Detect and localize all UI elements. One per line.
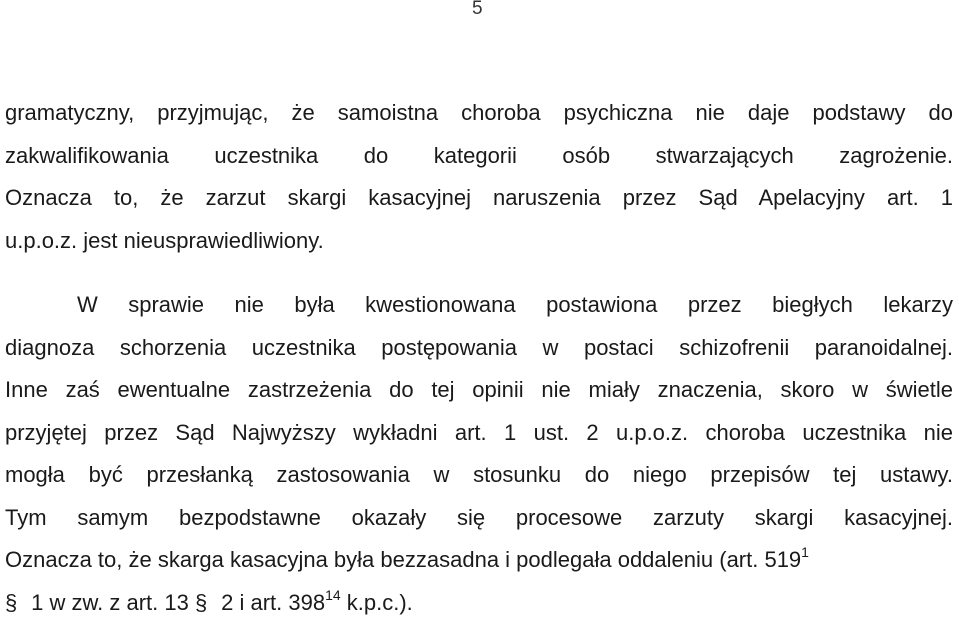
paragraph-2-line-3: Inne zaś ewentualne zastrzeżenia do tej opinii nie miały znaczenia, skoro w świetle — [5, 377, 953, 402]
paragraph-2-line-4: przyjętej przez Sąd Najwyższy wykładni art. 1 ust. 2 u.p.o.z. choroba uczestnika nie — [5, 419, 953, 445]
paragraph-2-line-8-part-1: 1 w zw. z art. 13 — [31, 589, 189, 615]
paragraph-1-line-1: gramatyczny, przyjmując, że samoistna choroba psychiczna nie daje podstawy do — [5, 100, 953, 125]
paragraph-1 — [5, 92, 953, 262]
paragraph-2-line-7-text: Oznacza to, że skarga kasacyjna była bezzasadna i podlegała oddaleniu (art. 519 — [5, 547, 802, 572]
paragraph-2-line-5: mogła być przesłanką zastosowania w stosunku do niego przepisów tej ustawy. — [5, 462, 953, 487]
paragraph-2-line-1: W sprawie nie była kwestionowana postawiona przez biegłych lekarzy — [77, 292, 953, 317]
section-sign-icon: § — [5, 589, 18, 615]
page-number: 5 — [472, 0, 483, 19]
section-sign-icon: § — [194, 589, 208, 615]
paragraph-1-line-2: zakwalifikowania uczestnika do kategorii osób stwarzających zagrożenie. — [5, 142, 953, 168]
superscript-398: 14 — [325, 586, 341, 603]
paragraph-2-line-6: Tym samym bezpodstawne okazały się procesowe zarzuty skargi kasacyjnej. — [5, 504, 953, 530]
paragraph-2-line-8 — [5, 582, 953, 625]
superscript-519: 1 — [801, 544, 809, 560]
paragraph-2-line-8-part-2: 2 i art. 398 — [221, 589, 326, 615]
paragraph-1-line-4: u.p.o.z. jest nieusprawiedliwiony. — [5, 227, 324, 253]
paragraph-2 — [5, 284, 953, 624]
paragraph-2-line-8-part-3: k.p.c.). — [346, 589, 413, 615]
paragraph-2-line-7 — [5, 539, 953, 582]
paragraph-2-line-2: diagnoza schorzenia uczestnika postępowania w postaci schizofrenii paranoidalnej. — [5, 334, 953, 360]
paragraph-1-line-3: Oznacza to, że zarzut skargi kasacyjnej naruszenia przez Sąd Apelacyjny art. 1 — [5, 185, 953, 210]
